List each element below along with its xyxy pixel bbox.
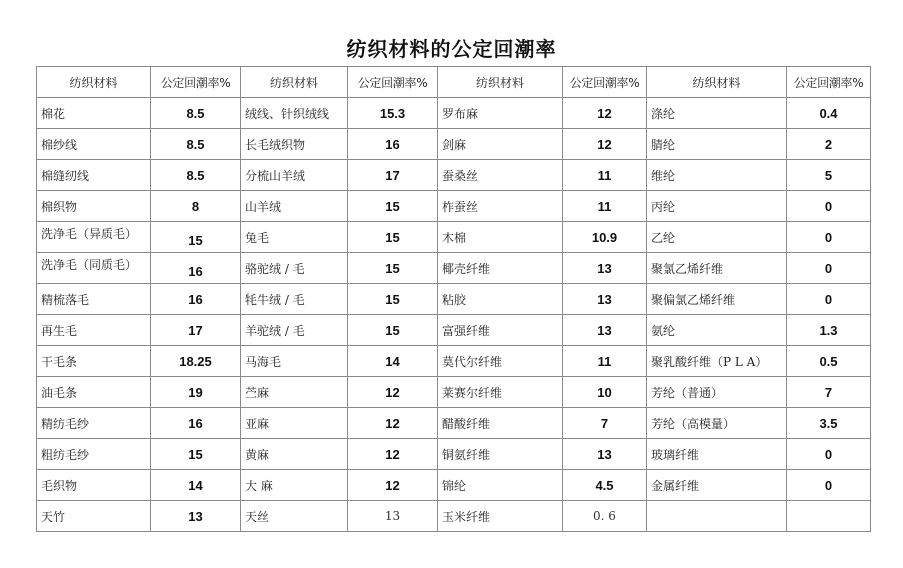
regain-rate-cell: 8 (151, 191, 241, 222)
column-header-material: 纺织材料 (241, 67, 348, 98)
material-cell: 骆驼绒 / 毛 (241, 253, 348, 284)
column-header-regain-rate: 公定回潮率% (787, 67, 871, 98)
material-cell: 蚕桑丝 (438, 160, 563, 191)
material-cell: 天丝 (241, 501, 348, 532)
regain-rate-cell: 10.9 (563, 222, 647, 253)
material-cell: 再生毛 (37, 315, 151, 346)
material-cell: 维纶 (647, 160, 787, 191)
material-cell: 金属纤维 (647, 470, 787, 501)
material-cell: 棉花 (37, 98, 151, 129)
material-cell: 苎麻 (241, 377, 348, 408)
regain-rate-cell: 13 (563, 439, 647, 470)
material-cell: 聚偏氯乙烯纤维 (647, 284, 787, 315)
material-cell: 马海毛 (241, 346, 348, 377)
material-cell: 乙纶 (647, 222, 787, 253)
regain-rate-cell: 17 (151, 315, 241, 346)
material-cell: 莱赛尔纤维 (438, 377, 563, 408)
material-cell: 木棉 (438, 222, 563, 253)
regain-rate-cell: 16 (151, 408, 241, 439)
page-title: 纺织材料的公定回潮率 (346, 37, 557, 61)
regain-rate-cell: 0.5 (787, 346, 871, 377)
material-cell: 莫代尔纤维 (438, 346, 563, 377)
regain-rate-cell: 14 (348, 346, 438, 377)
material-cell: 山羊绒 (241, 191, 348, 222)
regain-rate-cell: 7 (787, 377, 871, 408)
regain-rate-cell: 13 (151, 501, 241, 532)
material-cell: 毛织物 (37, 470, 151, 501)
regain-rate-cell: 13 (348, 501, 438, 532)
material-cell: 粗纺毛纱 (37, 439, 151, 470)
material-cell: 醋酸纤维 (438, 408, 563, 439)
material-cell: 芳纶（普通） (647, 377, 787, 408)
regain-rate-cell: 15 (348, 284, 438, 315)
material-cell: 油毛条 (37, 377, 151, 408)
regain-rate-cell: 13 (563, 284, 647, 315)
material-cell: 芳纶（高模量） (647, 408, 787, 439)
material-cell: 干毛条 (37, 346, 151, 377)
material-cell: 牦牛绒 / 毛 (241, 284, 348, 315)
material-cell: 黄麻 (241, 439, 348, 470)
table-row (37, 408, 871, 439)
regain-rate-cell: 19 (151, 377, 241, 408)
table-row (37, 315, 871, 346)
regain-rate-cell: 4.5 (563, 470, 647, 501)
regain-rate-cell: 12 (348, 377, 438, 408)
regain-rate-cell: 14 (151, 470, 241, 501)
regain-rate-cell: 15 (151, 222, 241, 253)
regain-rate-cell: 11 (563, 346, 647, 377)
regain-rate-cell: 0 (787, 222, 871, 253)
material-cell: 大 麻 (241, 470, 348, 501)
regain-rate-cell: 1.3 (787, 315, 871, 346)
material-cell: 聚乳酸纤维（P L A） (647, 346, 787, 377)
regain-rate-cell: 0 (787, 191, 871, 222)
table-row (37, 284, 871, 315)
regain-rate-cell: 16 (151, 253, 241, 284)
table-row (37, 191, 871, 222)
material-cell: 亚麻 (241, 408, 348, 439)
material-cell: 聚氯乙烯纤维 (647, 253, 787, 284)
regain-rate-cell: 12 (563, 129, 647, 160)
material-cell: 椰壳纤维 (438, 253, 563, 284)
regain-rate-cell: 8.5 (151, 160, 241, 191)
regain-rate-cell: 0.4 (787, 98, 871, 129)
material-cell: 棉织物 (37, 191, 151, 222)
regain-rate-cell: 2 (787, 129, 871, 160)
table-row (37, 160, 871, 191)
material-cell: 玉米纤维 (438, 501, 563, 532)
material-cell: 绒线、针织绒线 (241, 98, 348, 129)
regain-rate-cell: 12 (348, 408, 438, 439)
material-cell: 铜氨纤维 (438, 439, 563, 470)
regain-rate-cell: 8.5 (151, 129, 241, 160)
regain-rate-cell: 12 (563, 98, 647, 129)
table-row (37, 470, 871, 501)
material-cell: 玻璃纤维 (647, 439, 787, 470)
regain-rate-cell: 18.25 (151, 346, 241, 377)
material-cell: 粘胶 (438, 284, 563, 315)
material-cell: 分梳山羊绒 (241, 160, 348, 191)
regain-rate-cell: 0 (787, 470, 871, 501)
regain-rate-cell: 7 (563, 408, 647, 439)
material-cell: 精梳落毛 (37, 284, 151, 315)
column-header-material: 纺织材料 (647, 67, 787, 98)
column-header-material: 纺织材料 (438, 67, 563, 98)
table-row (37, 253, 871, 284)
header-row (37, 67, 871, 98)
regain-rate-cell: 0 (787, 253, 871, 284)
table-row (37, 439, 871, 470)
regain-rate-cell: 0 (787, 284, 871, 315)
regain-rate-cell: 10 (563, 377, 647, 408)
material-cell: 丙纶 (647, 191, 787, 222)
material-cell: 涤纶 (647, 98, 787, 129)
column-header-regain-rate: 公定回潮率% (348, 67, 438, 98)
material-cell: 羊驼绒 / 毛 (241, 315, 348, 346)
material-cell: 富强纤维 (438, 315, 563, 346)
material-cell: 兔毛 (241, 222, 348, 253)
table-row (37, 98, 871, 129)
regain-rate-cell: 15 (348, 191, 438, 222)
regain-rate-cell: 0. 6 (563, 501, 647, 532)
column-header-regain-rate: 公定回潮率% (151, 67, 241, 98)
regain-rate-cell: 17 (348, 160, 438, 191)
material-cell: 氨纶 (647, 315, 787, 346)
regain-rate-cell: 12 (348, 439, 438, 470)
column-header-regain-rate: 公定回潮率% (563, 67, 647, 98)
regain-rate-cell: 12 (348, 470, 438, 501)
material-cell: 柞蚕丝 (438, 191, 563, 222)
table-row (37, 222, 871, 253)
regain-rate-cell: 11 (563, 160, 647, 191)
material-cell: 罗布麻 (438, 98, 563, 129)
regain-rate-cell: 15.3 (348, 98, 438, 129)
regain-rate-cell: 15 (348, 315, 438, 346)
material-cell: 洗净毛（异质毛） (37, 222, 151, 253)
material-cell: 棉纱线 (37, 129, 151, 160)
table-row (37, 346, 871, 377)
table-row (37, 501, 871, 532)
material-cell: 洗净毛（同质毛） (37, 253, 151, 284)
column-header-material: 纺织材料 (37, 67, 151, 98)
material-cell: 棉缝纫线 (37, 160, 151, 191)
material-cell (647, 501, 787, 532)
regain-rate-cell: 5 (787, 160, 871, 191)
material-cell: 腈纶 (647, 129, 787, 160)
material-cell: 锦纶 (438, 470, 563, 501)
regain-rate-cell: 3.5 (787, 408, 871, 439)
table-row (37, 377, 871, 408)
material-cell: 精纺毛纱 (37, 408, 151, 439)
regain-rate-cell: 16 (348, 129, 438, 160)
regain-rate-cell: 0 (787, 439, 871, 470)
regain-rate-cell: 13 (563, 315, 647, 346)
table-row (37, 129, 871, 160)
regain-rate-cell (787, 501, 871, 532)
material-cell: 剑麻 (438, 129, 563, 160)
regain-rate-cell: 15 (348, 253, 438, 284)
regain-rate-cell: 16 (151, 284, 241, 315)
material-cell: 天竹 (37, 501, 151, 532)
regain-rate-cell: 15 (151, 439, 241, 470)
regain-rate-cell: 15 (348, 222, 438, 253)
regain-rate-cell: 8.5 (151, 98, 241, 129)
moisture-regain-table (36, 66, 871, 532)
regain-rate-cell: 13 (563, 253, 647, 284)
material-cell: 长毛绒织物 (241, 129, 348, 160)
regain-rate-cell: 11 (563, 191, 647, 222)
